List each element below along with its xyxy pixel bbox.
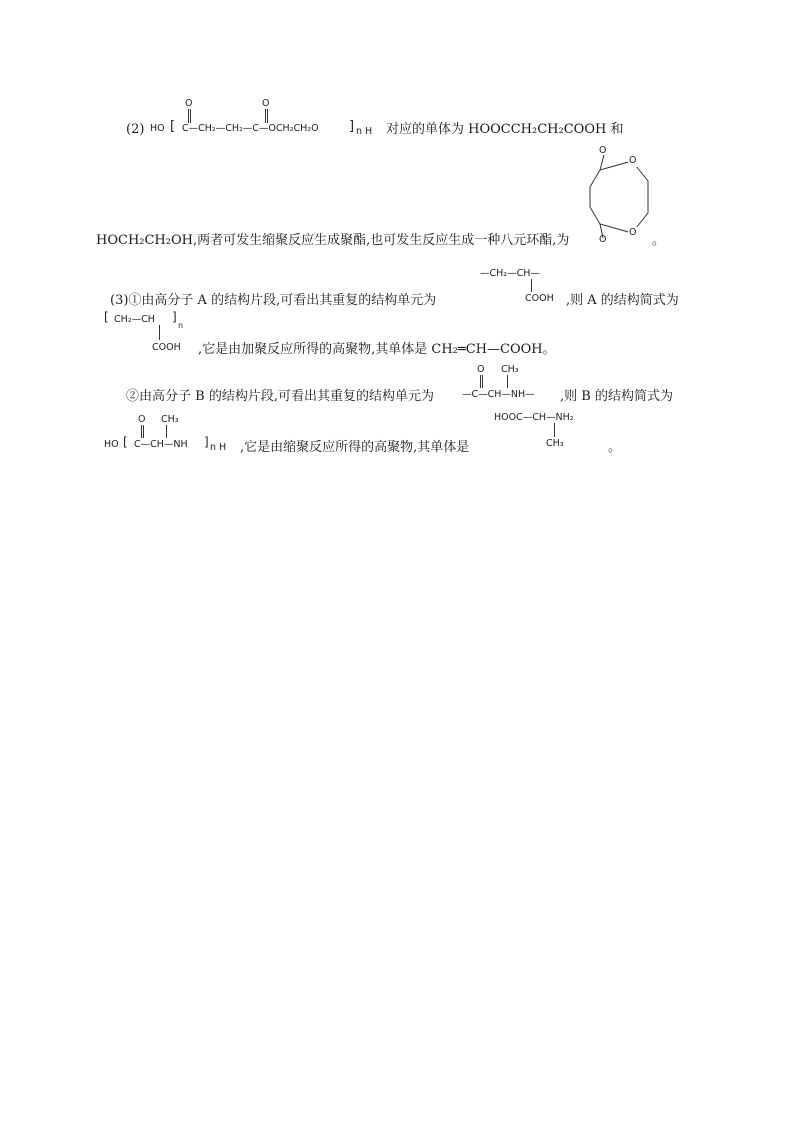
part3b-text-1: ②由高分子 B 的结构片段,可看出其重复的结构单元为 xyxy=(126,389,434,404)
double-bond-1 xyxy=(188,109,189,123)
monomer-b-bond xyxy=(554,423,555,437)
part3b-text-2: ,则 B 的结构简式为 xyxy=(560,389,673,404)
monomer-b xyxy=(494,412,604,452)
carbonyl-o-2: O xyxy=(262,98,270,109)
bracket-left: [ xyxy=(170,119,176,134)
bracket-right-a: ] xyxy=(172,310,177,324)
unit-b-main: —C—CH—NH— xyxy=(462,389,535,400)
part2-text-2: HOCH₂CH₂OH,两者可发生缩聚反应生成聚酯,也可发生反应生成一种八元环酯,为 xyxy=(96,233,570,248)
poly-b-prefix: HO xyxy=(104,439,119,450)
unit-b-bond xyxy=(507,375,508,388)
unit-b-o: O xyxy=(477,364,485,375)
unit-a-main: —CH₂—CH— xyxy=(480,268,540,279)
part2-end-mark: 。 xyxy=(652,233,666,248)
ring-o-top: O xyxy=(599,145,607,156)
part2-label: (2) xyxy=(126,122,145,137)
monomer-b-sub: CH₃ xyxy=(546,438,564,449)
bracket-left-b: [ xyxy=(123,435,128,449)
bracket-left-a: [ xyxy=(104,310,109,324)
polymer-formula-2 xyxy=(150,98,382,138)
polymer-a-sub: COOH xyxy=(152,342,181,353)
unit-b-dbond xyxy=(480,375,481,388)
part3a-text-2: ,则 A 的结构简式为 xyxy=(566,293,679,308)
bracket-right-b: ] xyxy=(204,435,209,449)
ring-o-2: O xyxy=(629,227,637,238)
carbonyl-o-1: O xyxy=(185,98,193,109)
double-bond-1b xyxy=(190,109,191,123)
part3a-text-1: (3)①由高分子 A 的结构片段,可看出其重复的结构单元为 xyxy=(110,293,437,308)
part3a-text-3: ,它是由加聚反应所得的高聚物,其单体是 CH₂═CH—COOH。 xyxy=(198,342,556,357)
polymer-a-n: n xyxy=(178,321,184,330)
poly-b-bond xyxy=(166,425,167,438)
poly-b-suffix: n H xyxy=(210,442,227,453)
part3b-text-3: ,它是由缩聚反应所得的高聚物,其单体是 xyxy=(240,440,470,455)
double-bond-2b xyxy=(267,109,268,123)
polymer-a-bond xyxy=(159,325,160,340)
poly-b-dbond xyxy=(141,425,142,438)
ring-o-1: O xyxy=(629,155,637,166)
part2-text-1: 对应的单体为 HOOCCH₂CH₂COOH 和 xyxy=(386,122,624,137)
polymer-a-main: CH₂—CH xyxy=(114,314,155,325)
double-bond-2 xyxy=(265,109,266,123)
polymer-prefix: HO xyxy=(150,123,165,134)
unit-b-dbond2 xyxy=(482,375,483,388)
part3b-end-mark: 。 xyxy=(608,440,622,455)
poly-b-main: C—CH—NH xyxy=(134,439,188,450)
poly-b-o: O xyxy=(138,414,146,425)
polymer-body: C—CH₂—CH₂—C—OCH₂CH₂O xyxy=(182,123,319,134)
unit-a-bond xyxy=(531,279,532,292)
polymer-formula-a xyxy=(104,310,194,356)
poly-b-dbond2 xyxy=(143,425,144,438)
repeat-unit-b xyxy=(462,364,562,404)
unit-a-sub: COOH xyxy=(525,293,554,304)
ring-o-bottom: O xyxy=(599,234,607,245)
bracket-right: ] xyxy=(349,119,355,134)
repeat-unit-a xyxy=(480,268,565,308)
polymer-suffix: n H xyxy=(356,126,373,137)
poly-b-ch3: CH₃ xyxy=(161,414,179,425)
polymer-formula-b xyxy=(104,414,236,454)
monomer-b-main: HOOC—CH—NH₂ xyxy=(494,412,574,423)
unit-b-ch3: CH₃ xyxy=(501,364,519,375)
